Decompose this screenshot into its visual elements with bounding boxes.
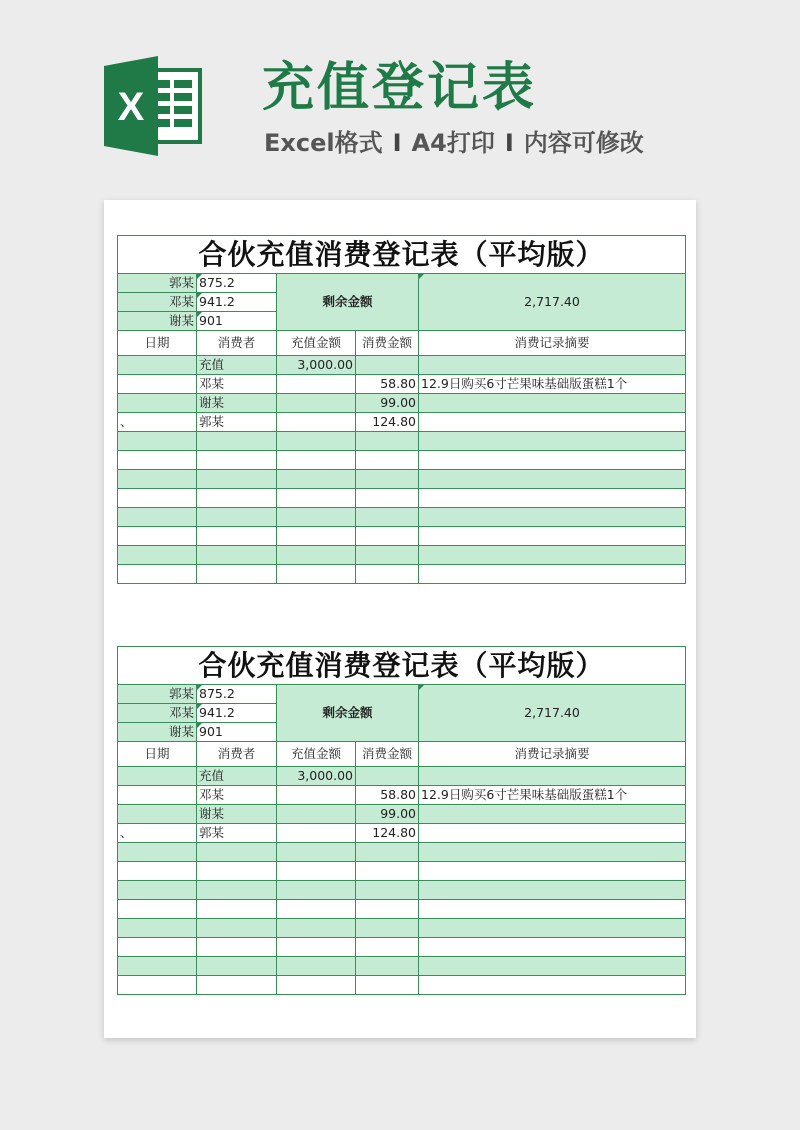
consumer-cell[interactable]: 谢某 [197,805,277,824]
spend-amount-cell[interactable] [356,843,419,862]
note-cell[interactable] [419,824,686,843]
date-cell[interactable] [118,432,197,451]
spend-amount-cell[interactable]: 124.80 [356,824,419,843]
column-header-row [118,742,686,767]
consumer-cell[interactable] [197,565,277,584]
spend-amount-cell[interactable] [356,546,419,565]
consumer-cell[interactable] [197,900,277,919]
column-header: 消费记录摘要 [419,331,686,356]
consumer-cell[interactable] [197,938,277,957]
column-header-row [118,331,686,356]
member-amount[interactable]: 941.2 [197,293,277,312]
date-cell[interactable] [118,919,197,938]
spend-amount-cell[interactable]: 124.80 [356,413,419,432]
table-row [118,824,686,843]
recharge-amount-cell[interactable] [277,938,356,957]
member-amount[interactable]: 875.2 [197,274,277,293]
table-row [118,356,686,375]
recharge-amount-cell[interactable] [277,957,356,976]
recharge-amount-cell[interactable]: 3,000.00 [277,767,356,786]
spend-amount-cell[interactable] [356,356,419,375]
note-cell[interactable] [419,881,686,900]
spend-amount-cell[interactable] [356,432,419,451]
consumer-cell[interactable] [197,919,277,938]
member-name[interactable]: 谢某 [118,723,197,742]
date-cell[interactable]: 、 [118,413,197,432]
recharge-amount-cell[interactable] [277,394,356,413]
column-header: 日期 [118,331,197,356]
consumer-cell[interactable] [197,862,277,881]
recharge-table-1 [117,235,686,584]
table-row [118,900,686,919]
consumer-cell[interactable] [197,432,277,451]
date-cell[interactable]: 、 [118,824,197,843]
member-name[interactable]: 郭某 [118,274,197,293]
date-cell[interactable] [118,843,197,862]
svg-text:X: X [117,85,145,129]
spend-amount-cell[interactable]: 58.80 [356,375,419,394]
date-cell[interactable] [118,394,197,413]
column-header: 消费金额 [356,331,419,356]
spend-amount-cell[interactable] [356,470,419,489]
note-cell[interactable] [419,413,686,432]
subtitle-editable: 内容可修改 [523,129,644,157]
recharge-amount-cell[interactable] [277,413,356,432]
date-cell[interactable] [118,565,197,584]
member-amount[interactable]: 901 [197,312,277,331]
table-row [118,843,686,862]
note-cell[interactable] [419,546,686,565]
subtitle-separator: I [504,129,514,157]
date-cell[interactable] [118,976,197,995]
column-header: 充值金额 [277,742,356,767]
spend-amount-cell[interactable] [356,489,419,508]
note-cell[interactable] [419,394,686,413]
consumer-cell[interactable] [197,508,277,527]
date-cell[interactable] [118,900,197,919]
table-row [118,489,686,508]
member-name[interactable]: 郭某 [118,685,197,704]
table-row [118,394,686,413]
table-title: 合伙充值消费登记表（平均版） [118,236,686,274]
date-cell[interactable] [118,938,197,957]
consumer-cell[interactable]: 充值 [197,767,277,786]
consumer-cell[interactable]: 邓某 [197,375,277,394]
consumer-cell[interactable] [197,527,277,546]
table-row [118,938,686,957]
note-cell[interactable] [419,356,686,375]
remaining-label: 剩余金额 [277,274,419,331]
page-subtitle [264,128,644,158]
note-cell[interactable] [419,508,686,527]
column-header: 消费金额 [356,742,419,767]
member-amount[interactable]: 941.2 [197,704,277,723]
date-cell[interactable] [118,805,197,824]
consumer-cell[interactable] [197,489,277,508]
member-amount[interactable]: 875.2 [197,685,277,704]
table-row [118,957,686,976]
date-cell[interactable] [118,881,197,900]
column-header: 充值金额 [277,331,356,356]
member-name[interactable]: 邓某 [118,293,197,312]
table-row [118,786,686,805]
consumer-cell[interactable] [197,881,277,900]
date-cell[interactable] [118,527,197,546]
recharge-amount-cell[interactable] [277,527,356,546]
table-row [118,375,686,394]
column-header: 消费记录摘要 [419,742,686,767]
consumer-cell[interactable] [197,546,277,565]
column-header: 消费者 [197,742,277,767]
recharge-amount-cell[interactable] [277,824,356,843]
recharge-amount-cell[interactable] [277,881,356,900]
spend-amount-cell[interactable] [356,508,419,527]
table-row [118,470,686,489]
note-cell[interactable]: 12.9日购买6寸芒果味基础版蛋糕1个 [419,375,686,394]
column-header: 消费者 [197,331,277,356]
member-row [118,685,686,704]
column-header: 日期 [118,742,197,767]
remaining-value[interactable]: 2,717.40 [419,685,686,742]
table-row [118,527,686,546]
table-row [118,413,686,432]
note-cell[interactable] [419,862,686,881]
spend-amount-cell[interactable] [356,565,419,584]
member-name[interactable]: 谢某 [118,312,197,331]
spend-amount-cell[interactable] [356,976,419,995]
subtitle-print: A4打印 [411,129,495,157]
spend-amount-cell[interactable] [356,527,419,546]
table-row [118,432,686,451]
date-cell[interactable] [118,375,197,394]
recharge-amount-cell[interactable] [277,470,356,489]
recharge-amount-cell[interactable] [277,546,356,565]
note-cell[interactable] [419,805,686,824]
recharge-amount-cell[interactable] [277,976,356,995]
spend-amount-cell[interactable] [356,451,419,470]
date-cell[interactable] [118,489,197,508]
spend-amount-cell[interactable] [356,900,419,919]
subtitle-separator: I [392,129,402,157]
member-row [118,274,686,293]
note-cell[interactable] [419,900,686,919]
page-title: 充值登记表 [262,58,538,118]
note-cell[interactable]: 12.9日购买6寸芒果味基础版蛋糕1个 [419,786,686,805]
spend-amount-cell[interactable]: 99.00 [356,394,419,413]
recharge-amount-cell[interactable] [277,843,356,862]
recharge-amount-cell[interactable] [277,508,356,527]
table-row [118,508,686,527]
date-cell[interactable] [118,862,197,881]
table-row [118,805,686,824]
remaining-value[interactable]: 2,717.40 [419,274,686,331]
table-row [118,565,686,584]
table-row [118,767,686,786]
table-row [118,546,686,565]
consumer-cell[interactable]: 郭某 [197,824,277,843]
consumer-cell[interactable] [197,843,277,862]
recharge-amount-cell[interactable]: 3,000.00 [277,356,356,375]
document-sheet [104,200,696,1038]
date-cell[interactable] [118,470,197,489]
subtitle-format: Excel格式 [264,129,383,157]
note-cell[interactable] [419,565,686,584]
recharge-amount-cell[interactable] [277,432,356,451]
recharge-amount-cell[interactable] [277,900,356,919]
consumer-cell[interactable]: 谢某 [197,394,277,413]
table-title: 合伙充值消费登记表（平均版） [118,647,686,685]
note-cell[interactable] [419,938,686,957]
recharge-amount-cell[interactable] [277,919,356,938]
consumer-cell[interactable]: 邓某 [197,786,277,805]
note-cell[interactable] [419,843,686,862]
excel-logo-icon [100,56,204,156]
note-cell[interactable] [419,432,686,451]
date-cell[interactable] [118,356,197,375]
recharge-amount-cell[interactable] [277,565,356,584]
recharge-amount-cell[interactable] [277,786,356,805]
note-cell[interactable] [419,957,686,976]
date-cell[interactable] [118,546,197,565]
consumer-cell[interactable]: 郭某 [197,413,277,432]
spend-amount-cell[interactable]: 99.00 [356,805,419,824]
recharge-amount-cell[interactable] [277,805,356,824]
member-amount[interactable]: 901 [197,723,277,742]
recharge-amount-cell[interactable] [277,375,356,394]
consumer-cell[interactable] [197,470,277,489]
note-cell[interactable] [419,489,686,508]
spend-amount-cell[interactable]: 58.80 [356,786,419,805]
date-cell[interactable] [118,957,197,976]
table-row [118,862,686,881]
date-cell[interactable] [118,786,197,805]
table-row [118,976,686,995]
recharge-amount-cell[interactable] [277,451,356,470]
consumer-cell[interactable] [197,957,277,976]
table-row [118,881,686,900]
date-cell[interactable] [118,767,197,786]
spend-amount-cell[interactable] [356,957,419,976]
member-name[interactable]: 邓某 [118,704,197,723]
remaining-label: 剩余金额 [277,685,419,742]
consumer-cell[interactable] [197,451,277,470]
spend-amount-cell[interactable] [356,919,419,938]
spend-amount-cell[interactable] [356,862,419,881]
note-cell[interactable] [419,976,686,995]
note-cell[interactable] [419,919,686,938]
note-cell[interactable] [419,451,686,470]
spend-amount-cell[interactable] [356,938,419,957]
note-cell[interactable] [419,470,686,489]
date-cell[interactable] [118,451,197,470]
note-cell[interactable] [419,527,686,546]
note-cell[interactable] [419,767,686,786]
spend-amount-cell[interactable] [356,881,419,900]
table-row [118,451,686,470]
spend-amount-cell[interactable] [356,767,419,786]
recharge-table-2 [117,646,686,995]
consumer-cell[interactable] [197,976,277,995]
consumer-cell[interactable]: 充值 [197,356,277,375]
table-row [118,919,686,938]
date-cell[interactable] [118,508,197,527]
recharge-amount-cell[interactable] [277,489,356,508]
recharge-amount-cell[interactable] [277,862,356,881]
